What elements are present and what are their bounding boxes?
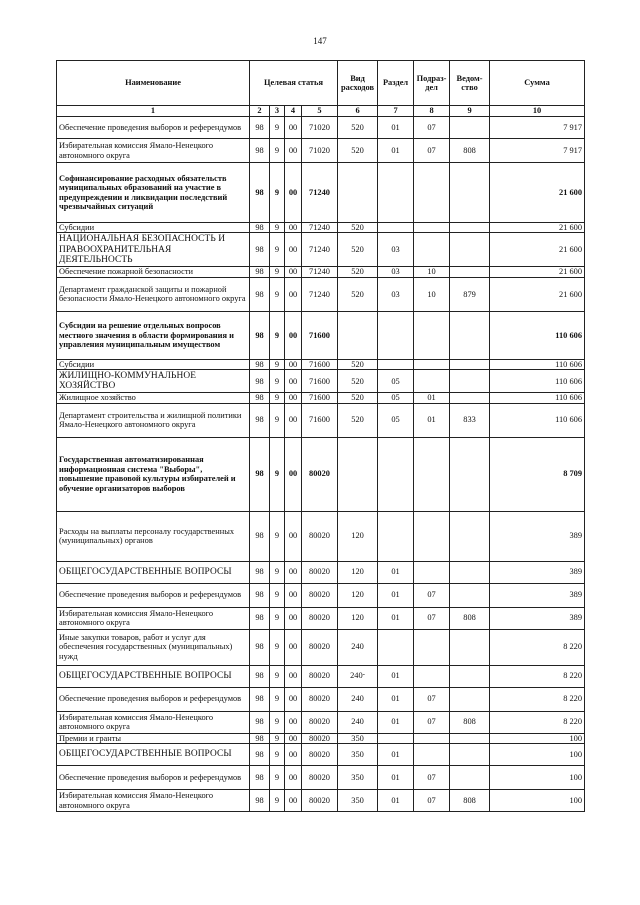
row-code-1: 98 xyxy=(250,437,270,511)
row-sum: 8 220 xyxy=(490,665,585,687)
row-subsection xyxy=(414,437,450,511)
row-code-3: 00 xyxy=(285,766,302,790)
column-number: 7 xyxy=(378,106,414,117)
row-subsection xyxy=(414,744,450,766)
row-department xyxy=(450,583,490,607)
row-code-3: 00 xyxy=(285,711,302,733)
row-section xyxy=(378,733,414,743)
row-expense-type: 520 xyxy=(338,370,378,393)
row-code-3: 00 xyxy=(285,583,302,607)
column-number: 1 xyxy=(57,106,250,117)
column-number: 5 xyxy=(302,106,338,117)
column-number: 8 xyxy=(414,106,450,117)
row-department: 879 xyxy=(450,277,490,311)
row-name: Избирательная комиссия Ямало-Ненецкого автономного округа xyxy=(57,139,250,163)
row-sum: 110 606 xyxy=(490,403,585,437)
row-sum: 8 220 xyxy=(490,687,585,711)
row-name: Иные закупки товаров, работ и услуг для обеспечения государственных (муниципальных) нужд xyxy=(57,629,250,665)
row-code-1: 98 xyxy=(250,139,270,163)
header-target-article: Целевая статья xyxy=(250,61,338,106)
row-section xyxy=(378,437,414,511)
row-name: Расходы на выплаты персоналу государственных (муниципальных) органов xyxy=(57,511,250,561)
row-section: 01 xyxy=(378,744,414,766)
row-name: Премии и гранты xyxy=(57,733,250,743)
row-department xyxy=(450,359,490,369)
row-code-1: 98 xyxy=(250,665,270,687)
row-department xyxy=(450,117,490,139)
row-name: Избирательная комиссия Ямало-Ненецкого автономного округа xyxy=(57,711,250,733)
row-subsection xyxy=(414,311,450,359)
row-name: Департамент гражданской защиты и пожарной безопасности Ямало-Ненецкого автономного округа xyxy=(57,277,250,311)
table-row xyxy=(57,665,585,687)
row-sum: 110 606 xyxy=(490,311,585,359)
row-section: 01 xyxy=(378,766,414,790)
row-department xyxy=(450,233,490,267)
table-row xyxy=(57,223,585,233)
row-code-3: 00 xyxy=(285,629,302,665)
row-code-2: 9 xyxy=(270,766,285,790)
row-code-3: 00 xyxy=(285,687,302,711)
row-expense-type: 520 xyxy=(338,117,378,139)
row-sum: 100 xyxy=(490,766,585,790)
row-expense-type: 240 xyxy=(338,711,378,733)
row-sum: 110 606 xyxy=(490,370,585,393)
row-code-4: 71600 xyxy=(302,311,338,359)
row-code-4: 80020 xyxy=(302,607,338,629)
row-section: 01 xyxy=(378,561,414,583)
row-subsection xyxy=(414,629,450,665)
row-department xyxy=(450,766,490,790)
row-department xyxy=(450,629,490,665)
row-expense-type: 240- xyxy=(338,665,378,687)
header-subsection: Подраз-дел xyxy=(414,61,450,106)
row-subsection: 10 xyxy=(414,277,450,311)
row-sum: 389 xyxy=(490,511,585,561)
header-department: Ведом-ство xyxy=(450,61,490,106)
row-code-2: 9 xyxy=(270,607,285,629)
row-code-3: 00 xyxy=(285,277,302,311)
row-sum: 389 xyxy=(490,561,585,583)
row-sum: 100 xyxy=(490,744,585,766)
row-sum: 21 600 xyxy=(490,267,585,277)
row-code-2: 9 xyxy=(270,393,285,403)
row-code-3: 00 xyxy=(285,117,302,139)
row-sum: 110 606 xyxy=(490,359,585,369)
row-code-3: 00 xyxy=(285,744,302,766)
row-code-4: 71600 xyxy=(302,359,338,369)
row-department xyxy=(450,665,490,687)
row-code-2: 9 xyxy=(270,403,285,437)
row-section: 01 xyxy=(378,583,414,607)
row-department xyxy=(450,561,490,583)
row-code-2: 9 xyxy=(270,437,285,511)
row-name: Субсидии xyxy=(57,223,250,233)
table-row xyxy=(57,277,585,311)
table-row xyxy=(57,403,585,437)
row-section xyxy=(378,511,414,561)
row-code-2: 9 xyxy=(270,311,285,359)
row-subsection: 01 xyxy=(414,393,450,403)
table-row xyxy=(57,733,585,743)
row-expense-type: 520 xyxy=(338,233,378,267)
row-code-4: 71240 xyxy=(302,277,338,311)
table-row xyxy=(57,117,585,139)
row-expense-type: 520 xyxy=(338,403,378,437)
row-sum: 7 917 xyxy=(490,117,585,139)
row-department: 808 xyxy=(450,711,490,733)
table-row xyxy=(57,267,585,277)
row-section: 01 xyxy=(378,711,414,733)
row-section xyxy=(378,223,414,233)
row-code-2: 9 xyxy=(270,744,285,766)
row-sum: 8 709 xyxy=(490,437,585,511)
row-expense-type: 240 xyxy=(338,687,378,711)
row-code-1: 98 xyxy=(250,393,270,403)
row-expense-type: 520 xyxy=(338,139,378,163)
row-name: ЖИЛИЩНО-КОММУНАЛЬНОЕ ХОЗЯЙСТВО xyxy=(57,370,250,393)
row-code-4: 80020 xyxy=(302,711,338,733)
row-code-4: 80020 xyxy=(302,437,338,511)
row-sum: 389 xyxy=(490,583,585,607)
row-code-4: 80020 xyxy=(302,511,338,561)
row-expense-type: 120 xyxy=(338,561,378,583)
row-section xyxy=(378,311,414,359)
row-expense-type: 350 xyxy=(338,744,378,766)
column-number: 3 xyxy=(270,106,285,117)
row-code-3: 00 xyxy=(285,561,302,583)
table-row xyxy=(57,711,585,733)
row-code-1: 98 xyxy=(250,511,270,561)
row-code-1: 98 xyxy=(250,163,270,223)
row-code-3: 00 xyxy=(285,393,302,403)
row-subsection xyxy=(414,665,450,687)
row-name: ОБЩЕГОСУДАРСТВЕННЫЕ ВОПРОСЫ xyxy=(57,744,250,766)
column-number: 2 xyxy=(250,106,270,117)
row-code-3: 00 xyxy=(285,733,302,743)
row-section xyxy=(378,163,414,223)
budget-table xyxy=(56,60,585,812)
row-code-3: 00 xyxy=(285,163,302,223)
row-code-2: 9 xyxy=(270,665,285,687)
row-department xyxy=(450,267,490,277)
row-code-4: 80020 xyxy=(302,561,338,583)
row-code-1: 98 xyxy=(250,233,270,267)
row-section: 01 xyxy=(378,117,414,139)
row-expense-type: 520 xyxy=(338,223,378,233)
row-code-4: 80020 xyxy=(302,733,338,743)
row-name: Департамент строительства и жилищной политики Ямало-Ненецкого автономного округа xyxy=(57,403,250,437)
row-subsection: 07 xyxy=(414,711,450,733)
row-code-1: 98 xyxy=(250,744,270,766)
row-department xyxy=(450,733,490,743)
row-section: 01 xyxy=(378,665,414,687)
row-sum: 100 xyxy=(490,733,585,743)
row-expense-type: 350 xyxy=(338,733,378,743)
row-code-4: 71020 xyxy=(302,139,338,163)
column-number: 6 xyxy=(338,106,378,117)
row-code-2: 9 xyxy=(270,117,285,139)
row-department xyxy=(450,370,490,393)
row-section: 01 xyxy=(378,687,414,711)
row-name: Жилищное хозяйство xyxy=(57,393,250,403)
row-code-2: 9 xyxy=(270,511,285,561)
table-row xyxy=(57,139,585,163)
row-expense-type: 520 xyxy=(338,267,378,277)
page-number: 147 xyxy=(313,36,327,46)
row-name: НАЦИОНАЛЬНАЯ БЕЗОПАСНОСТЬ И ПРАВООХРАНИТЕЛЬНАЯ ДЕЯТЕЛЬНОСТЬ xyxy=(57,233,250,267)
row-code-1: 98 xyxy=(250,711,270,733)
row-code-3: 00 xyxy=(285,607,302,629)
row-expense-type: 350 xyxy=(338,790,378,812)
row-name: Обеспечение пожарной безопасности xyxy=(57,267,250,277)
row-expense-type: 350 xyxy=(338,766,378,790)
row-code-3: 00 xyxy=(285,139,302,163)
row-section: 05 xyxy=(378,393,414,403)
row-name: Субсидии xyxy=(57,359,250,369)
row-subsection: 07 xyxy=(414,139,450,163)
row-code-1: 98 xyxy=(250,370,270,393)
row-department: 808 xyxy=(450,607,490,629)
row-sum: 21 600 xyxy=(490,277,585,311)
row-subsection: 07 xyxy=(414,766,450,790)
row-subsection xyxy=(414,233,450,267)
row-code-3: 00 xyxy=(285,370,302,393)
table-row xyxy=(57,311,585,359)
row-code-4: 80020 xyxy=(302,744,338,766)
table-row xyxy=(57,607,585,629)
row-department xyxy=(450,437,490,511)
row-department xyxy=(450,687,490,711)
row-code-1: 98 xyxy=(250,403,270,437)
row-code-3: 00 xyxy=(285,267,302,277)
row-subsection: 10 xyxy=(414,267,450,277)
row-code-1: 98 xyxy=(250,277,270,311)
row-code-2: 9 xyxy=(270,583,285,607)
row-code-1: 98 xyxy=(250,766,270,790)
table-row xyxy=(57,511,585,561)
row-sum: 110 606 xyxy=(490,393,585,403)
row-expense-type: 240 xyxy=(338,629,378,665)
row-name: Обеспечение проведения выборов и референдумов xyxy=(57,117,250,139)
row-code-3: 00 xyxy=(285,223,302,233)
row-code-4: 80020 xyxy=(302,665,338,687)
row-section xyxy=(378,359,414,369)
row-code-2: 9 xyxy=(270,370,285,393)
row-code-1: 98 xyxy=(250,561,270,583)
row-section: 03 xyxy=(378,267,414,277)
row-department xyxy=(450,393,490,403)
table-row xyxy=(57,163,585,223)
row-sum: 21 600 xyxy=(490,233,585,267)
table-row xyxy=(57,437,585,511)
row-expense-type: 520 xyxy=(338,277,378,311)
row-section: 05 xyxy=(378,403,414,437)
row-code-4: 71240 xyxy=(302,233,338,267)
row-code-3: 00 xyxy=(285,790,302,812)
row-expense-type: 120 xyxy=(338,583,378,607)
row-subsection: 01 xyxy=(414,403,450,437)
table-row xyxy=(57,790,585,812)
row-code-4: 80020 xyxy=(302,766,338,790)
row-department: 808 xyxy=(450,790,490,812)
row-name: Софинансирование расходных обязательств муниципальных образований на участие в предупреждении и ликвидации последствий чрезвычайных ситуаций xyxy=(57,163,250,223)
row-name: Обеспечение проведения выборов и референдумов xyxy=(57,687,250,711)
row-code-2: 9 xyxy=(270,733,285,743)
row-code-2: 9 xyxy=(270,139,285,163)
row-code-4: 71240 xyxy=(302,163,338,223)
column-number: 4 xyxy=(285,106,302,117)
row-sum: 100 xyxy=(490,790,585,812)
row-section: 05 xyxy=(378,370,414,393)
row-code-1: 98 xyxy=(250,733,270,743)
row-sum: 21 600 xyxy=(490,223,585,233)
row-subsection xyxy=(414,561,450,583)
table-row xyxy=(57,629,585,665)
row-code-1: 98 xyxy=(250,311,270,359)
row-department: 808 xyxy=(450,139,490,163)
row-code-1: 98 xyxy=(250,117,270,139)
header-section: Раздел xyxy=(378,61,414,106)
row-section: 01 xyxy=(378,607,414,629)
table-row xyxy=(57,359,585,369)
row-code-4: 71240 xyxy=(302,267,338,277)
row-code-2: 9 xyxy=(270,277,285,311)
row-subsection: 07 xyxy=(414,607,450,629)
row-subsection: 07 xyxy=(414,117,450,139)
header-expense-type: Вид расходов xyxy=(338,61,378,106)
row-sum: 7 917 xyxy=(490,139,585,163)
column-number: 10 xyxy=(490,106,585,117)
row-name: Обеспечение проведения выборов и референдумов xyxy=(57,766,250,790)
row-subsection xyxy=(414,163,450,223)
row-code-3: 00 xyxy=(285,437,302,511)
row-code-3: 00 xyxy=(285,665,302,687)
row-subsection: 07 xyxy=(414,790,450,812)
row-code-2: 9 xyxy=(270,267,285,277)
table-row xyxy=(57,393,585,403)
row-name: Субсидии на решение отдельных вопросов местного значения в области формирования и управления муниципальным имуществом xyxy=(57,311,250,359)
row-name: Избирательная комиссия Ямало-Ненецкого автономного округа xyxy=(57,607,250,629)
row-code-4: 71600 xyxy=(302,393,338,403)
column-number: 9 xyxy=(450,106,490,117)
table-row xyxy=(57,766,585,790)
row-sum: 21 600 xyxy=(490,163,585,223)
row-code-1: 98 xyxy=(250,223,270,233)
row-department xyxy=(450,163,490,223)
header-row xyxy=(57,61,585,106)
row-name: ОБЩЕГОСУДАРСТВЕННЫЕ ВОПРОСЫ xyxy=(57,665,250,687)
row-code-4: 71020 xyxy=(302,117,338,139)
row-subsection xyxy=(414,511,450,561)
row-name: Государственная автоматизированная информационная система "Выборы", повышение правовой культуры избирателей и обучение организаторов выборов xyxy=(57,437,250,511)
row-code-4: 80020 xyxy=(302,790,338,812)
row-code-3: 00 xyxy=(285,311,302,359)
row-code-4: 80020 xyxy=(302,687,338,711)
row-name: ОБЩЕГОСУДАРСТВЕННЫЕ ВОПРОСЫ xyxy=(57,561,250,583)
header-sum: Сумма xyxy=(490,61,585,106)
row-expense-type: 520 xyxy=(338,393,378,403)
row-expense-type: 520 xyxy=(338,359,378,369)
row-code-3: 00 xyxy=(285,233,302,267)
table-row xyxy=(57,583,585,607)
row-expense-type: 120 xyxy=(338,607,378,629)
row-code-1: 98 xyxy=(250,359,270,369)
row-subsection xyxy=(414,370,450,393)
row-code-2: 9 xyxy=(270,561,285,583)
row-name: Обеспечение проведения выборов и референдумов xyxy=(57,583,250,607)
row-section: 01 xyxy=(378,790,414,812)
table-row xyxy=(57,744,585,766)
row-code-1: 98 xyxy=(250,629,270,665)
row-code-1: 98 xyxy=(250,607,270,629)
row-sum: 8 220 xyxy=(490,711,585,733)
row-code-2: 9 xyxy=(270,629,285,665)
row-code-4: 71600 xyxy=(302,370,338,393)
row-department xyxy=(450,744,490,766)
row-code-1: 98 xyxy=(250,687,270,711)
row-section xyxy=(378,629,414,665)
row-subsection: 07 xyxy=(414,583,450,607)
row-code-2: 9 xyxy=(270,711,285,733)
row-section: 01 xyxy=(378,139,414,163)
row-sum: 8 220 xyxy=(490,629,585,665)
row-subsection: 07 xyxy=(414,687,450,711)
row-sum: 389 xyxy=(490,607,585,629)
row-code-3: 00 xyxy=(285,403,302,437)
column-number-row xyxy=(57,106,585,117)
row-department xyxy=(450,511,490,561)
row-code-1: 98 xyxy=(250,583,270,607)
row-code-1: 98 xyxy=(250,790,270,812)
row-expense-type xyxy=(338,311,378,359)
row-department xyxy=(450,223,490,233)
row-section: 03 xyxy=(378,277,414,311)
table-row xyxy=(57,687,585,711)
row-expense-type xyxy=(338,163,378,223)
row-expense-type: 120 xyxy=(338,511,378,561)
row-code-1: 98 xyxy=(250,267,270,277)
table-row xyxy=(57,561,585,583)
row-code-4: 71240 xyxy=(302,223,338,233)
table-row xyxy=(57,233,585,267)
row-code-4: 71600 xyxy=(302,403,338,437)
row-code-2: 9 xyxy=(270,359,285,369)
row-section: 03 xyxy=(378,233,414,267)
header-name: Наименование xyxy=(57,61,250,106)
row-expense-type xyxy=(338,437,378,511)
row-code-4: 80020 xyxy=(302,629,338,665)
row-code-2: 9 xyxy=(270,790,285,812)
row-code-2: 9 xyxy=(270,233,285,267)
annotation-mark: - xyxy=(362,670,365,679)
row-name: Избирательная комиссия Ямало-Ненецкого автономного округа xyxy=(57,790,250,812)
row-code-3: 00 xyxy=(285,359,302,369)
row-department xyxy=(450,311,490,359)
table-row xyxy=(57,370,585,393)
row-code-2: 9 xyxy=(270,223,285,233)
row-code-2: 9 xyxy=(270,687,285,711)
row-code-3: 00 xyxy=(285,511,302,561)
budget-table-body xyxy=(57,117,585,812)
row-code-4: 80020 xyxy=(302,583,338,607)
row-subsection xyxy=(414,359,450,369)
row-code-2: 9 xyxy=(270,163,285,223)
row-department: 833 xyxy=(450,403,490,437)
row-subsection xyxy=(414,223,450,233)
row-subsection xyxy=(414,733,450,743)
